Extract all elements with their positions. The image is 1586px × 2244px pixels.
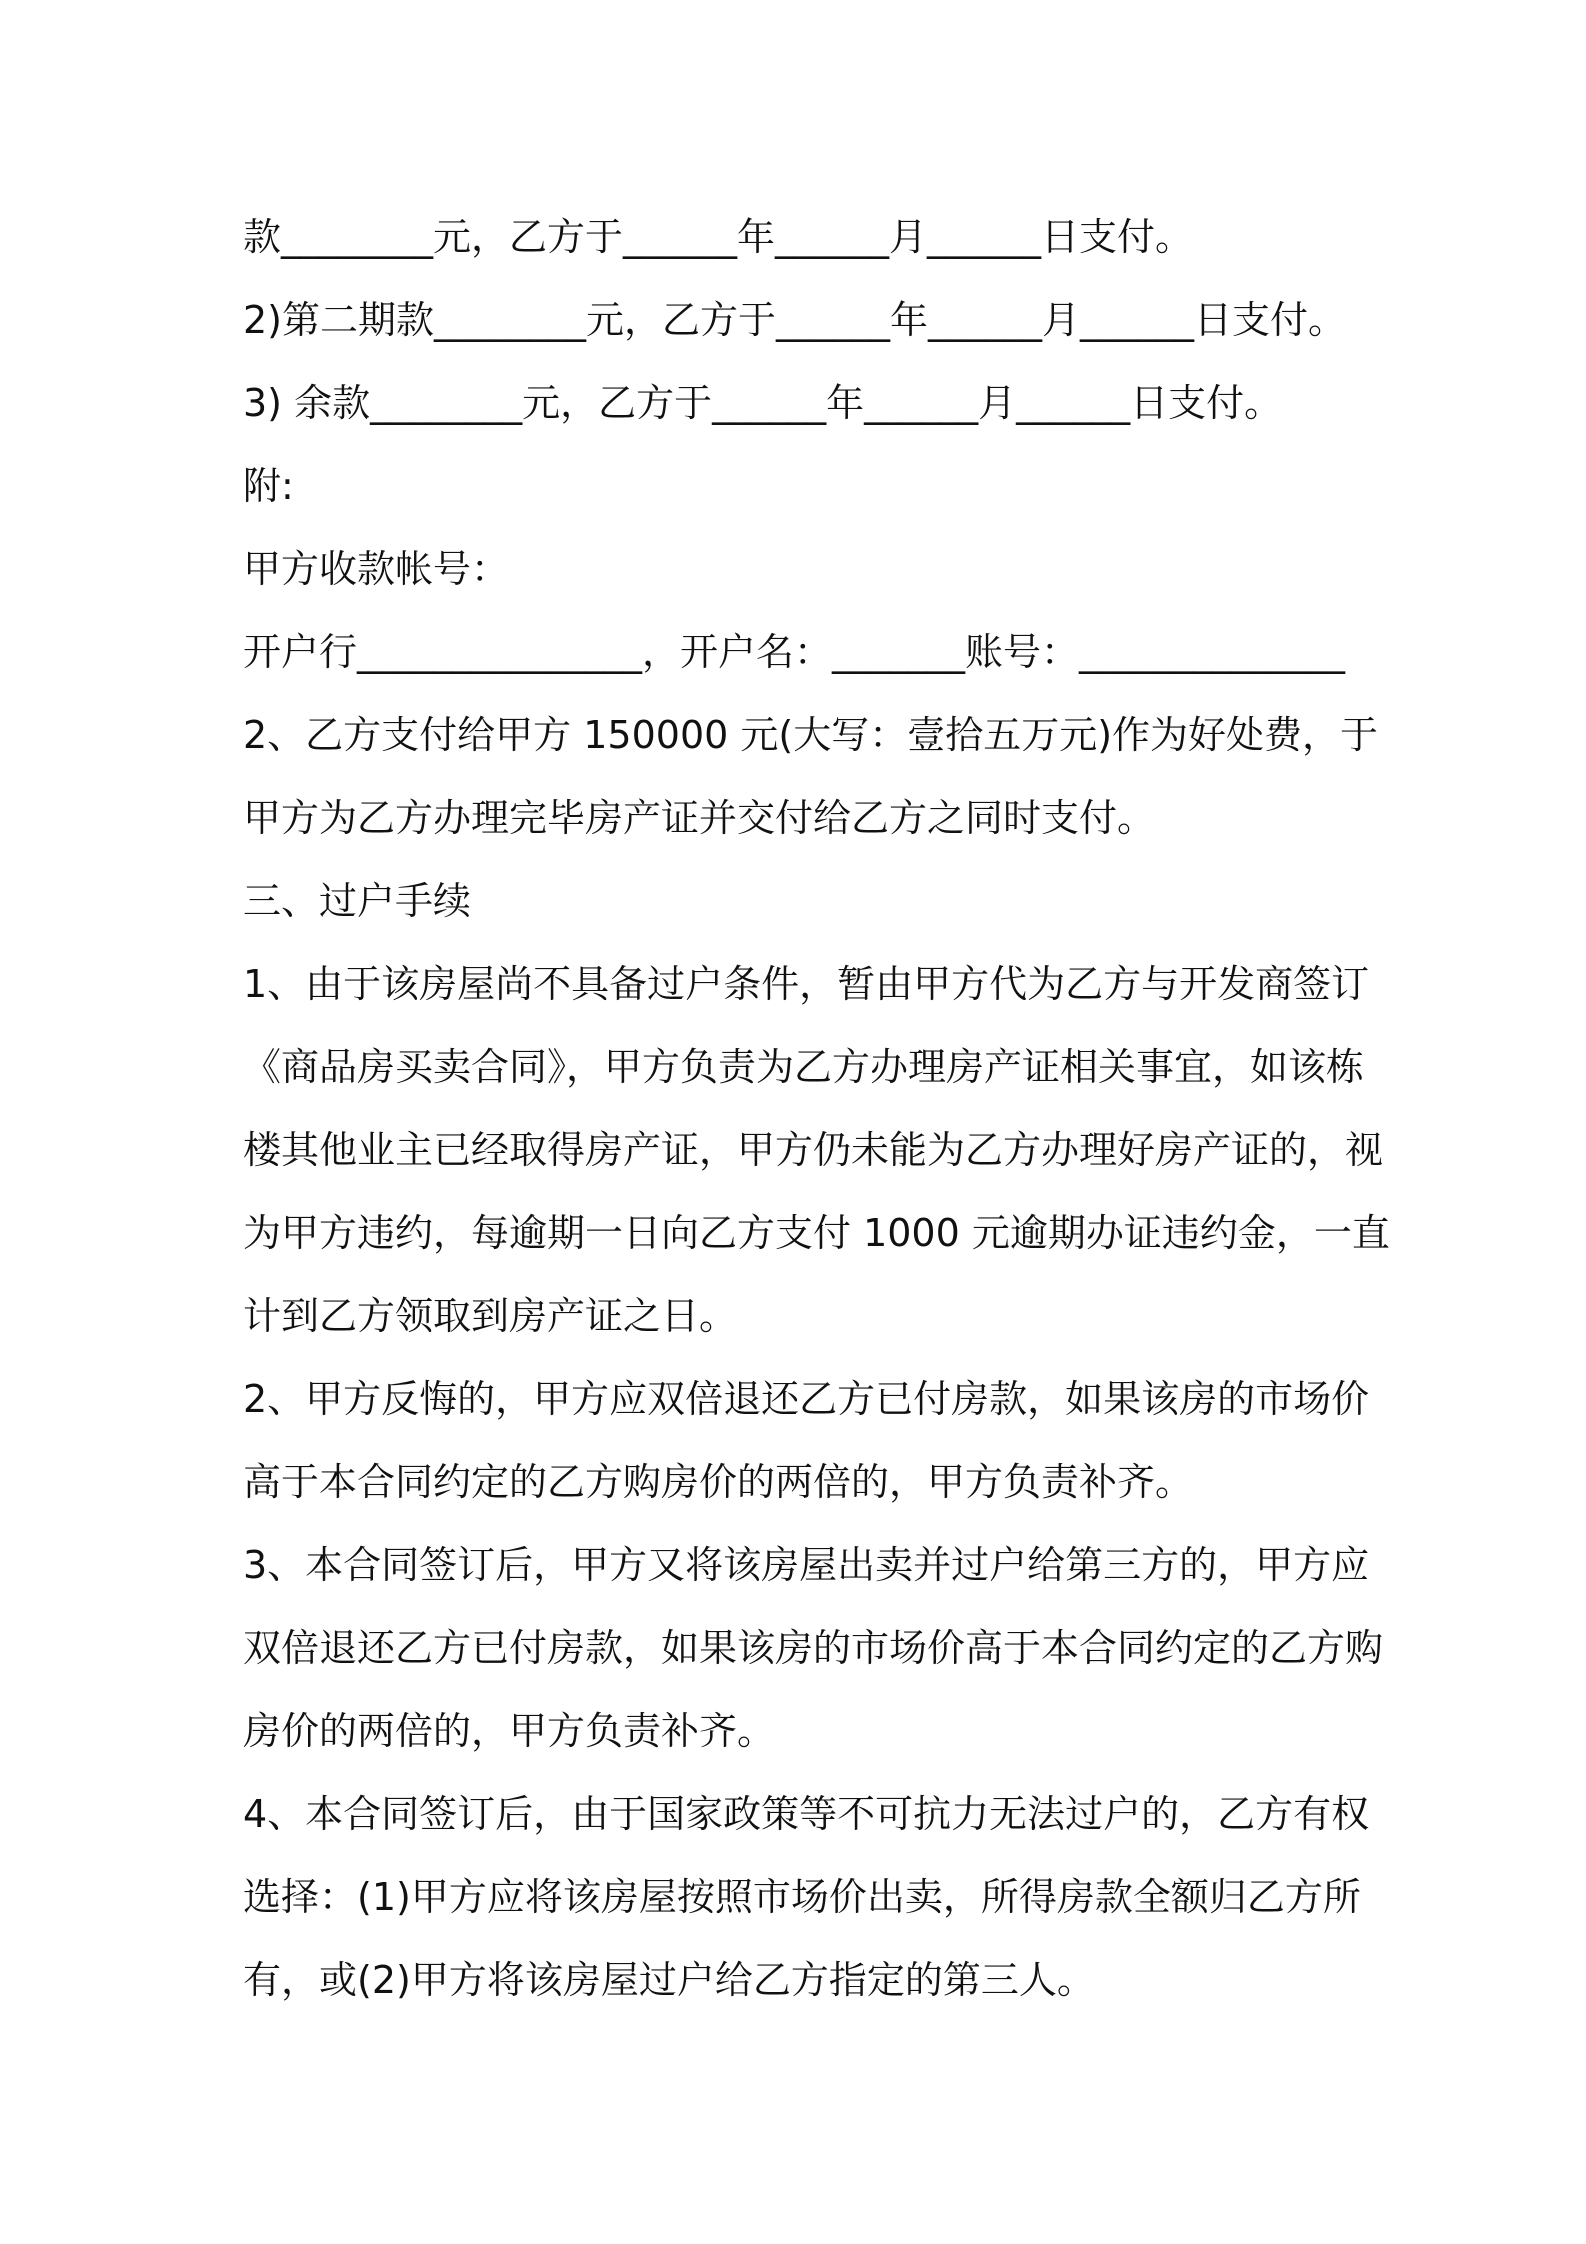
appendix-label: 附: xyxy=(243,464,294,508)
transfer-clause-3-line-1: 3、本合同签订后，甲方又将该房屋出卖并过户给第三方的，甲方应 xyxy=(243,1543,1370,1587)
transfer-clause-2-line-1: 2、甲方反悔的，甲方应双倍退还乙方已付房款，如果该房的市场价 xyxy=(243,1377,1370,1421)
transfer-clause-4-line-2: 选择：(1)甲方应将该房屋按照市场价出卖，所得房款全额归乙方所 xyxy=(243,1875,1361,1919)
account-fields-line: 开户行_______________，开户名：_______账号：______________ xyxy=(243,630,1346,674)
section-3-heading: 三、过户手续 xyxy=(243,879,472,923)
transfer-clause-1-line-5: 计到乙方领取到房产证之日。 xyxy=(243,1294,738,1338)
transfer-clause-3-line-3: 房价的两倍的，甲方负责补齐。 xyxy=(243,1709,776,1753)
clause-2-line-2: 甲方为乙方办理完毕房产证并交付给乙方之同时支付。 xyxy=(243,796,1156,840)
transfer-clause-1-line-1: 1、由于该房屋尚不具备过户条件，暂由甲方代为乙方与开发商签订 xyxy=(243,962,1370,1006)
transfer-clause-4-line-1: 4、本合同签订后，由于国家政策等不可抗力无法过户的，乙方有权 xyxy=(243,1792,1370,1836)
account-heading: 甲方收款帐号： xyxy=(243,547,510,591)
document-page xyxy=(243,196,1390,2022)
installment-second-line: 2)第二期款________元，乙方于______年______月______日支付。 xyxy=(243,298,1347,342)
transfer-clause-4-line-3: 有，或(2)甲方将该房屋过户给乙方指定的第三人。 xyxy=(243,1958,1095,2002)
transfer-clause-1-line-3: 楼其他业主已经取得房产证，甲方仍未能为乙方办理好房产证的，视 xyxy=(243,1128,1384,1172)
installment-first-line: 款________元，乙方于______年______月______日支付。 xyxy=(243,215,1194,259)
clause-2-line-1: 2、乙方支付给甲方 150000 元(大写：壹拾五万元)作为好处费，于 xyxy=(243,713,1379,757)
transfer-clause-1-line-4: 为甲方违约，每逾期一日向乙方支付 1000 元逾期办证违约金，一直 xyxy=(243,1211,1390,1255)
transfer-clause-1-line-2: 《商品房买卖合同》，甲方负责为乙方办理房产证相关事宜，如该栋 xyxy=(243,1045,1365,1089)
transfer-clause-3-line-2: 双倍退还乙方已付房款，如果该房的市场价高于本合同约定的乙方购 xyxy=(243,1626,1384,1670)
transfer-clause-2-line-2: 高于本合同约定的乙方购房价的两倍的，甲方负责补齐。 xyxy=(243,1460,1194,1504)
installment-balance-line: 3) 余款________元，乙方于______年______月______日支付。 xyxy=(243,381,1283,425)
